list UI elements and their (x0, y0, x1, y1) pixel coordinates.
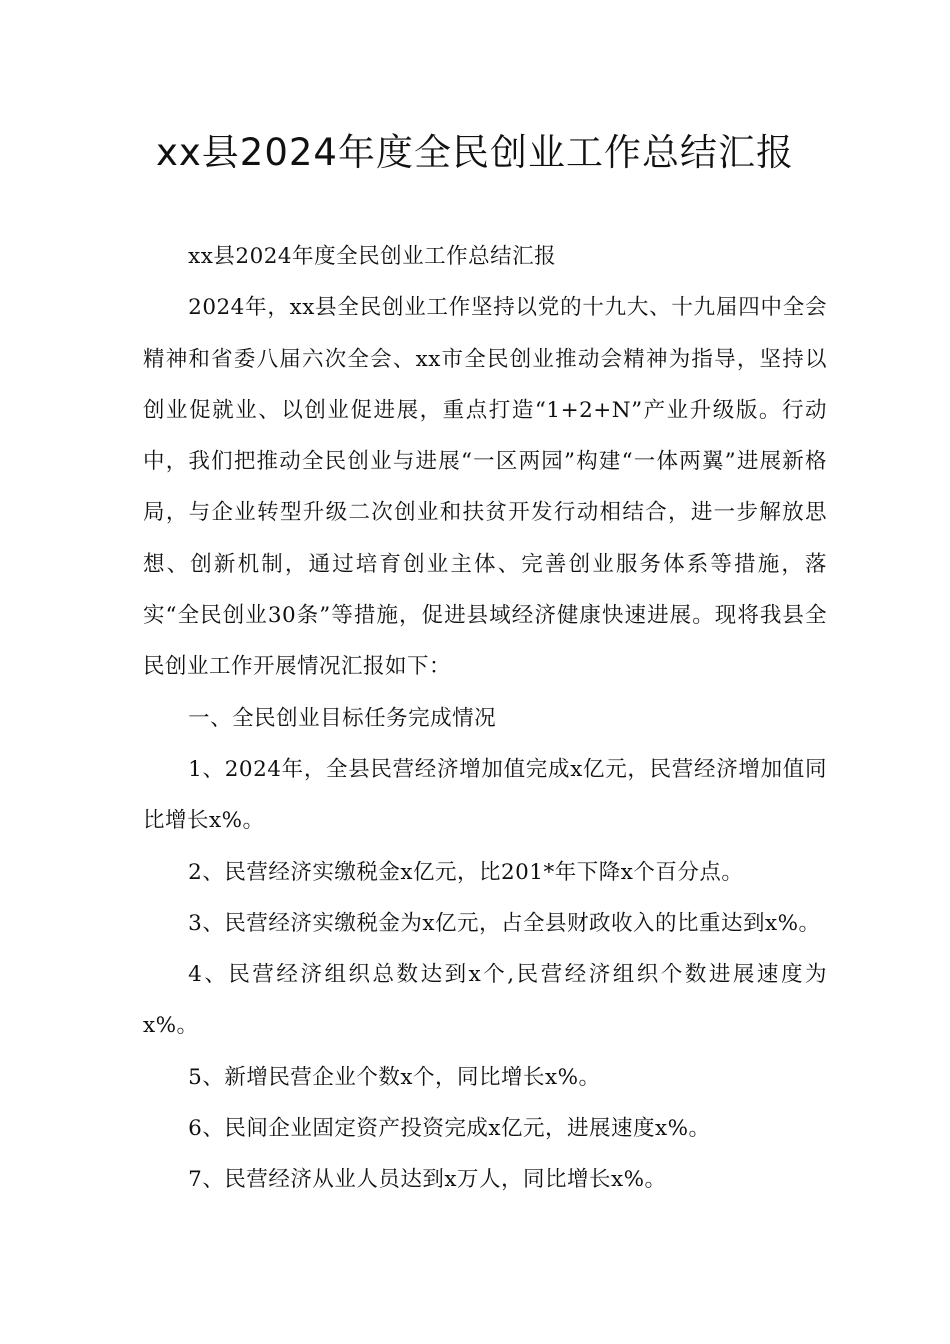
list-item: 5、新增民营企业个数x个，同比增长x%。 (188, 1064, 601, 1090)
list-item: 6、民间企业固定资产投资完成x亿元，进展速度x%。 (188, 1116, 711, 1142)
list-item: 3、民营经济实缴税金为x亿元，占全县财政收入的比重达到x%。 (188, 910, 821, 936)
paragraph-subtitle: xx县2024年度全民创业工作总结汇报 (188, 244, 557, 269)
list-item: 2、民营经济实缴税金x亿元，比201*年下降x个百分点。 (188, 859, 744, 885)
paragraph-intro: 2024年，xx县全民创业工作坚持以党的十九大、十九届四中全会精神和省委八届六次全会、xx市全民创业推动会精神为指导，坚持以创业促就业、以创业促进展，重点打造“1+2+N”产业升级版。行动中，我们把推动全民创业与进展“一区两园”构建“一体两翼”进展新格局，与企业转型升级二次创业和扶贫开发行动相结合，进一步解放思想、创新机制，通过培育创业主体、完善创业服务体系等措施，落实“全民创业30条”等措施，促进县域经济健康快速进展。现将我县全民创业工作开展情况汇报如下： (143, 295, 827, 680)
document-body (143, 231, 827, 1206)
list-item: 4、民营经济组织总数达到x个,民营经济组织个数进展速度为x%。 (143, 962, 827, 1039)
list-item: 1、2024年，全县民营经济增加值完成x亿元，民营经济增加值同比增长x%。 (143, 756, 827, 834)
document-title: xx县2024年度全民创业工作总结汇报 (156, 131, 794, 174)
section-heading: 一、全民创业目标任务完成情况 (188, 705, 497, 731)
list-item: 7、民营经济从业人员达到x万人，同比增长x%。 (188, 1167, 667, 1193)
